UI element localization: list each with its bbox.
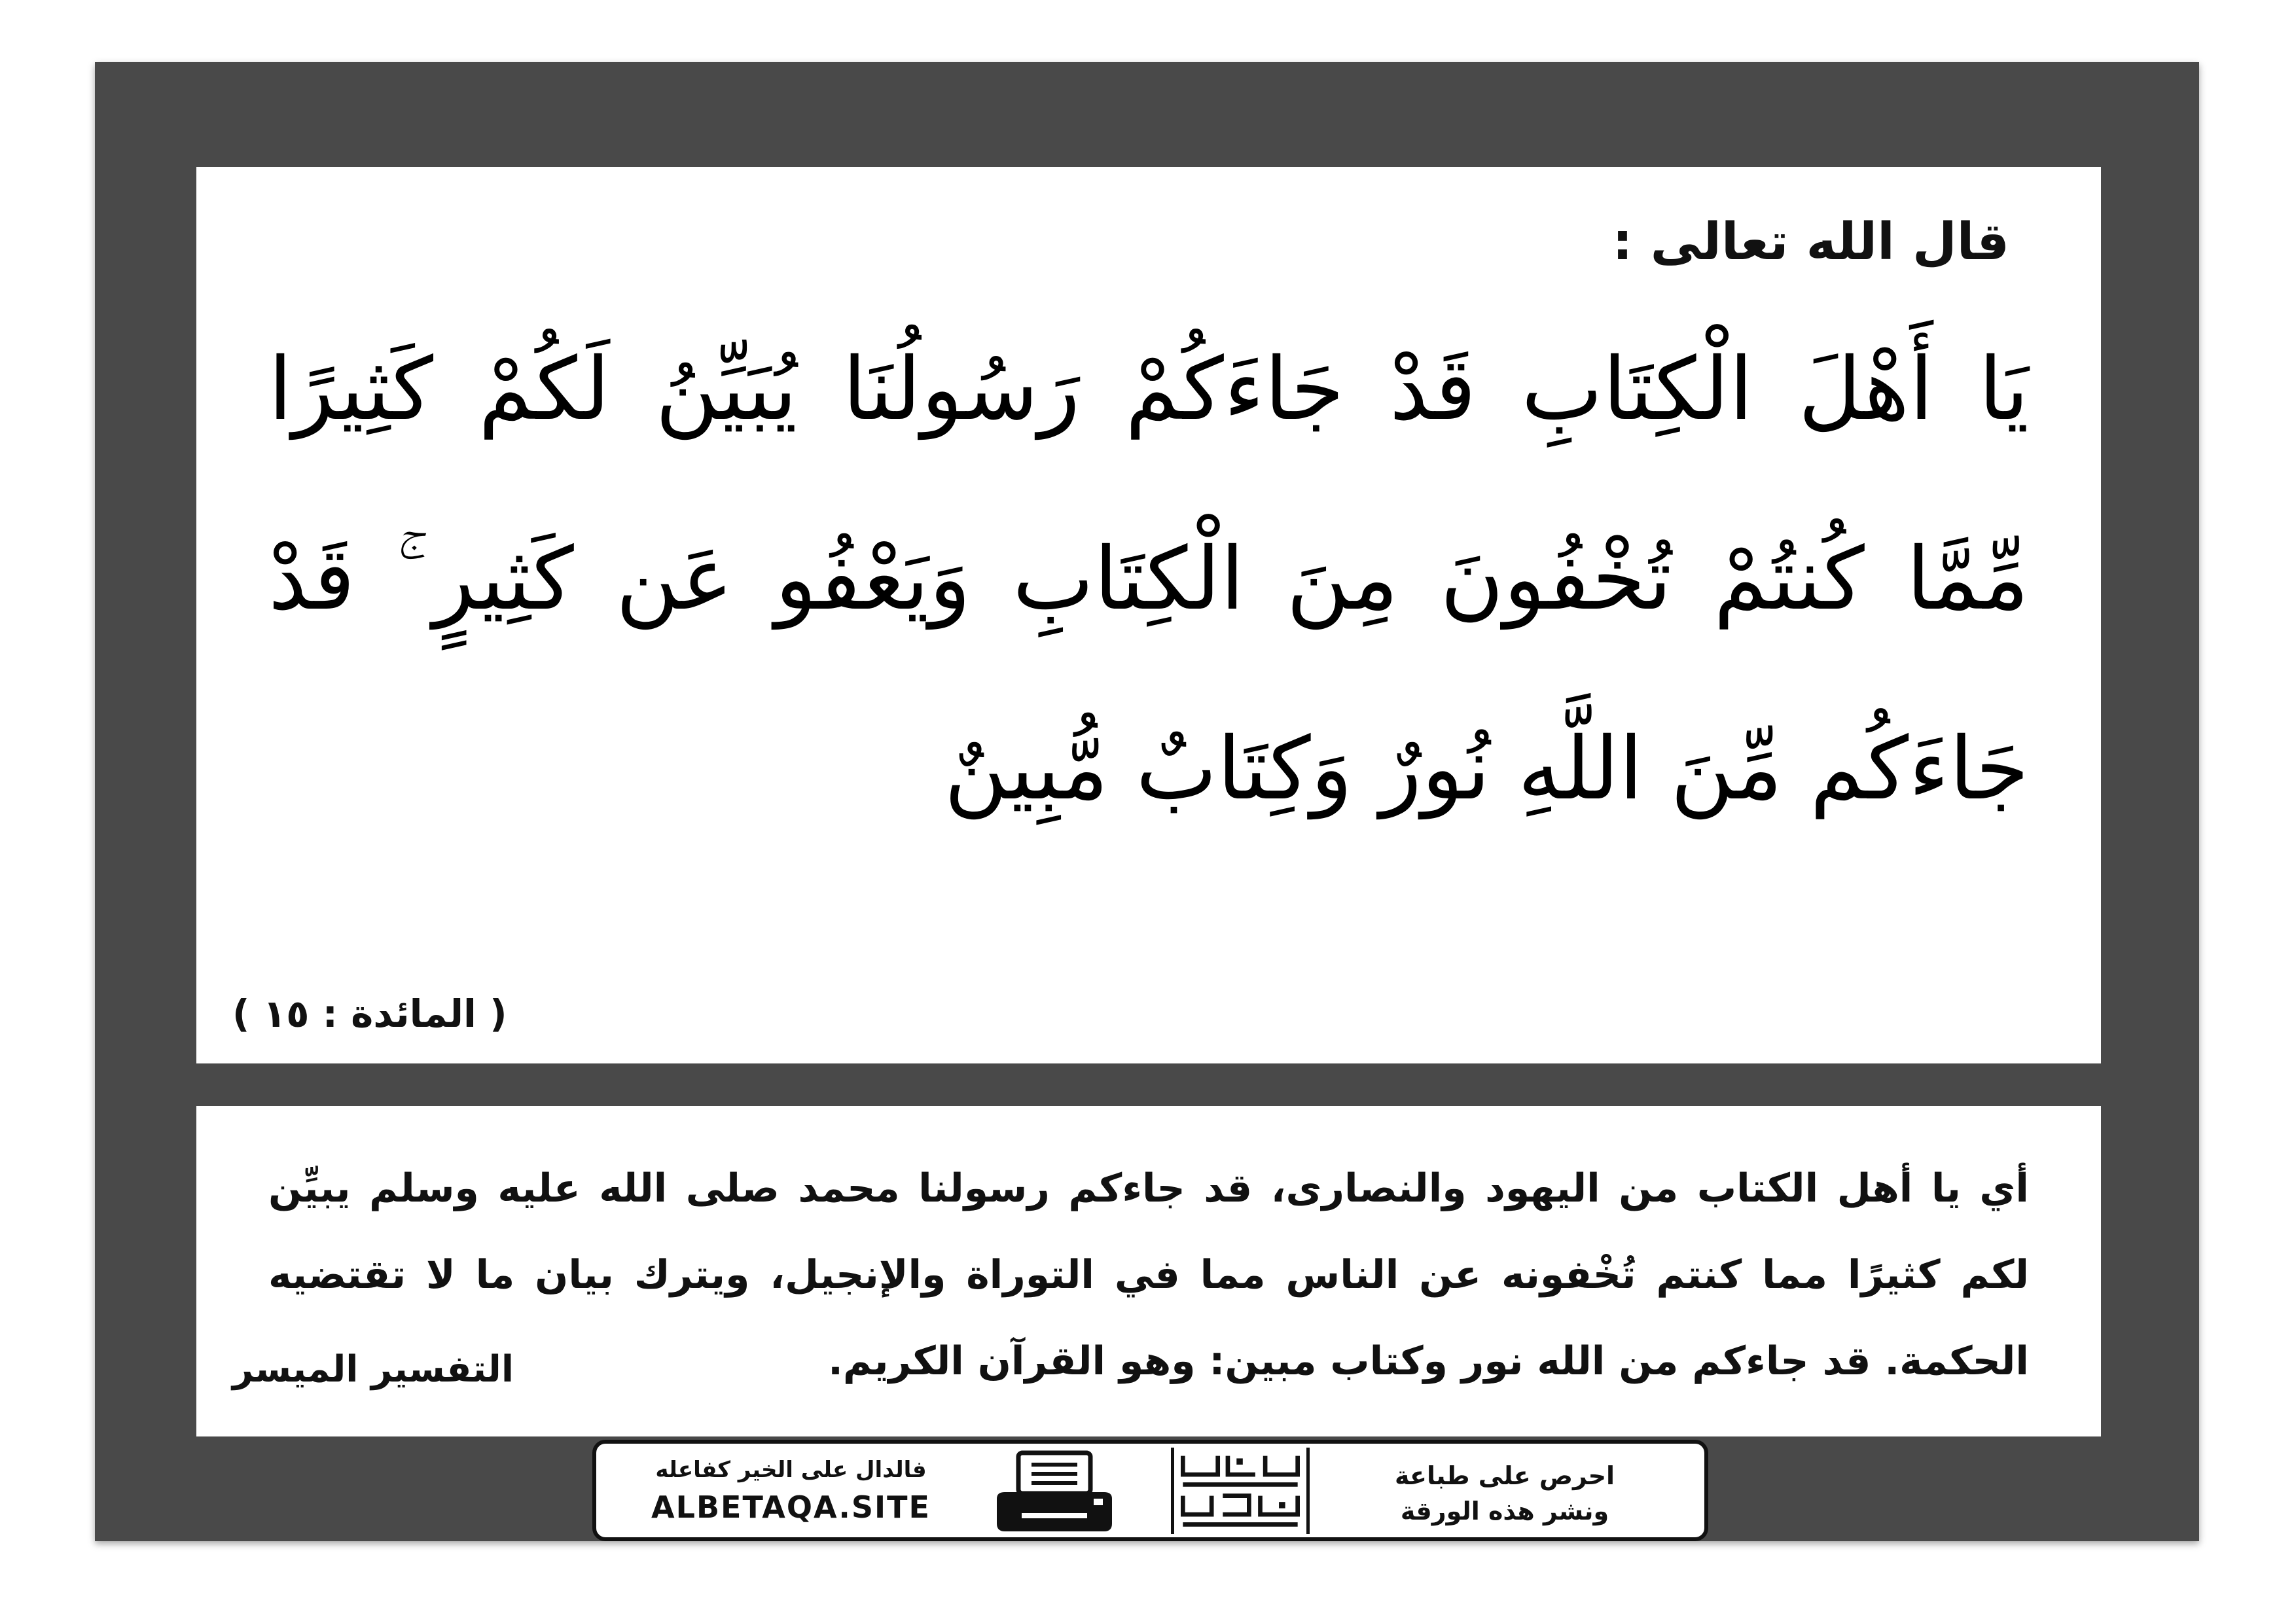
footer-call-to-action bbox=[1321, 1458, 1688, 1529]
tafsir-text: أي يا أهل الكتاب من اليهود والنصارى، قد جاءكم رسولنا محمد صلى الله عليه وسلم يبيِّن لكم كثيرًا مما كنتم تُخْفونه عن الناس مما في التوراة والإنجيل، ويترك بيان ما لا تقتضيه الحكمة. قد جاءكم من الله نور وكتاب مبين: وهو القرآن الكريم. bbox=[268, 1166, 2029, 1384]
footer-site-block bbox=[609, 1453, 973, 1528]
footer-call-line-2: ونشر هذه الورقة bbox=[1400, 1497, 1609, 1525]
printer-icon bbox=[989, 1450, 1120, 1534]
tafsir-source: التفسير الميسر bbox=[232, 1348, 514, 1391]
footer-call-line-1: احرص على طباعة bbox=[1394, 1461, 1615, 1490]
kufic-logo-icon bbox=[1171, 1448, 1310, 1534]
footer-tagline: فالدال على الخير كفاعله bbox=[655, 1457, 927, 1483]
footer-site-link[interactable]: ALBETAQA.SITE bbox=[651, 1489, 931, 1525]
quran-verse: يَا أَهْلَ الْكِتَابِ قَدْ جَاءَكُمْ رَسُولُنَا يُبَيِّنُ لَكُمْ كَثِيرًا مِّمَّا كُنتُمْ تُخْفُونَ مِنَ الْكِتَابِ وَيَعْفُو عَن كَثِيرٍ ۚ قَدْ جَاءَكُم مِّنَ اللَّهِ نُورٌ وَكِتَابٌ مُّبِينٌ bbox=[268, 339, 2029, 819]
footer-bar bbox=[592, 1440, 1708, 1541]
verse-panel bbox=[196, 167, 2101, 1063]
verse-reference: ( المائدة : ١٥ ) bbox=[232, 991, 507, 1036]
tafsir-panel bbox=[196, 1106, 2101, 1436]
verse-heading: قال الله تعالى : bbox=[1612, 213, 2009, 272]
